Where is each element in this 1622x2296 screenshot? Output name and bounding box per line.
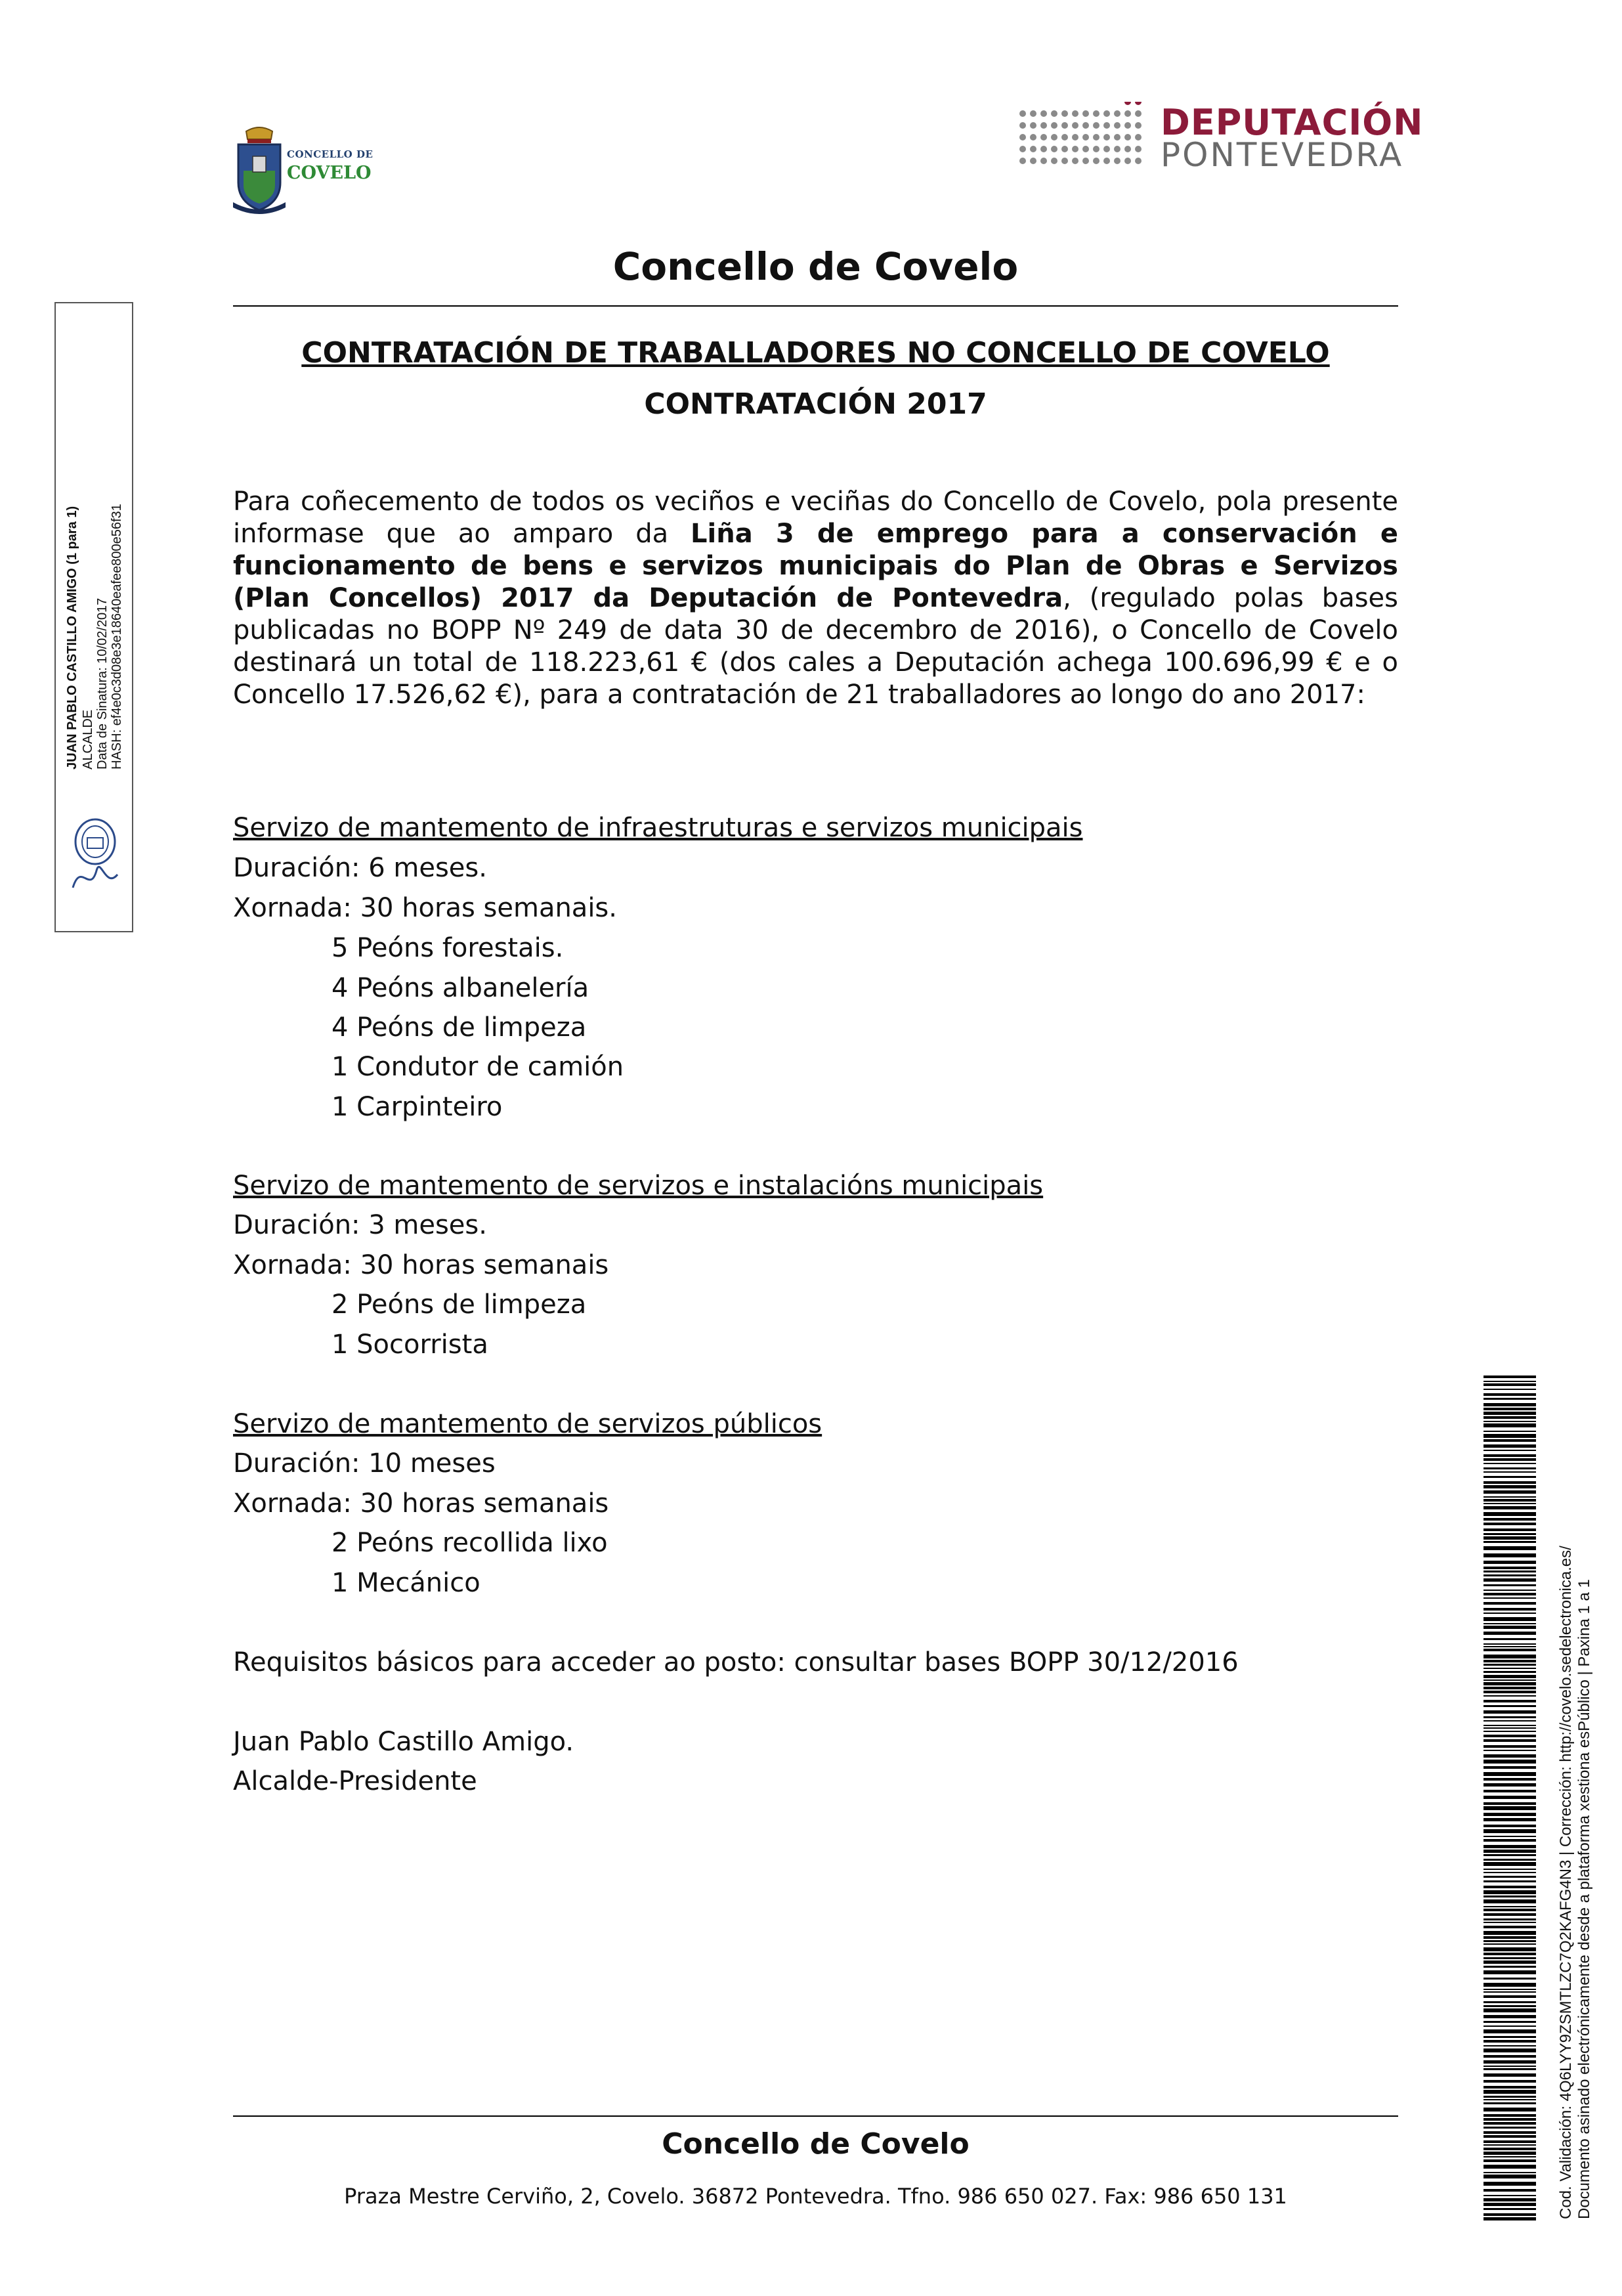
footer-title: Concello de Covelo [662,2127,970,2161]
list-item: 4 Peóns de limpeza [331,1012,587,1043]
requirements-text: Requisitos básicos para acceder ao posto: consultar bases BOPP 30/12/2016 [233,1647,1239,1678]
section-duration: Duración: 3 meses. [233,1210,487,1240]
document-title: CONTRATACIÓN DE TRABALLADORES NO CONCELLO DE COVELO [301,336,1330,370]
intro-text-part2: , (regulado polas bases publicadas no BOPP Nº 249 de data 30 de decembro de 2016), o Concello de Covelo destinará un total de 118.223,61 € (dos cales a Deputación achega 100.696,99 € e o Concello 17.526,62 €), para a contratación de 21 traballadores ao longo do ano 2017: [233,583,1398,710]
page-title: Concello de Covelo [612,244,1019,289]
footer-divider [233,2115,1398,2117]
seal-stamp-icon [68,815,123,901]
barcode [1483,1375,1536,2222]
concello-covelo-logo [233,125,391,217]
section-heading: Servizo de mantemento de servizos públicos [233,1409,822,1439]
list-item: 4 Peóns albanelería [331,973,589,1003]
list-item: 1 Socorrista [331,1330,488,1360]
signer-role: Alcalde-Presidente [233,1766,477,1796]
intro-paragraph [233,486,1398,711]
signature-role: ALCALDE [81,709,95,769]
section-hours: Xornada: 30 horas semanais [233,1250,609,1280]
footer-address: Praza Mestre Cerviño, 2, Covelo. 36872 Pontevedra. Tfno. 986 650 027. Fax: 986 650 131 [344,2184,1287,2209]
section-hours: Xornada: 30 horas semanais [233,1488,609,1519]
section-heading: Servizo de mantemento de infraestruturas e servizos municipais [233,813,1083,843]
deputacion-logo-line1: DEPUTACIÓN [1161,102,1424,143]
list-item: 2 Peóns de limpeza [331,1289,587,1320]
section-hours: Xornada: 30 horas semanais. [233,893,617,923]
covelo-logo-text [287,148,373,183]
intro-text-bold: Liña 3 de emprego para a conservación e funcionamento de bens e servizos municipais do Plan de Obras e Servizos (Plan Concellos) 2017 da Deputación de Pontevedra [233,519,1398,613]
barcode-graphic [1483,1375,1536,2222]
validation-platform: Documento asinado electrónicamente desde a plataforma xestiona esPúblico | Paxina 1 a 1 [1575,1579,1593,2219]
list-item: 5 Peóns forestais. [331,933,564,963]
section-heading: Servizo de mantemento de servizos e instalacións municipais [233,1171,1044,1201]
covelo-crest-icon [233,125,286,217]
signature-date: Data de Sinatura: 10/02/2017 [95,597,110,769]
deputacion-logo-line2: PONTEVEDRA [1161,136,1404,174]
signer-name: Juan Pablo Castillo Amigo. [233,1727,574,1757]
signature-hash: HASH: ef4e0c3d08e3e18640eafee800e56f31 [110,504,124,769]
section-duration: Duración: 6 meses. [233,853,487,883]
validation-code: Cod. Validación: 4Q6LYY9ZSMTLZC7Q2KAFG4N3 | Corrección: http://covelo.sedelectronica.es/ [1557,1546,1575,2219]
header-divider [233,305,1398,307]
electronic-signature-box [54,302,133,932]
list-item: 1 Condutor de camión [331,1052,624,1082]
signature-signer: JUAN PABLO CASTILLO AMIGO (1 para 1) [65,506,79,769]
covelo-logo-big-text: COVELO [287,163,372,183]
list-item: 1 Mecánico [331,1568,480,1598]
section-duration: Duración: 10 meses [233,1448,496,1479]
intro-text-part1: Para coñecemento de todos os veciños e veciñas do Concello de Covelo, pola presente informase que ao amparo da [233,487,1398,549]
list-item: 2 Peóns recollida lixo [331,1528,608,1558]
list-item: 1 Carpinteiro [331,1092,503,1122]
deputacion-dots-icon [1017,102,1149,174]
document-subtitle: CONTRATACIÓN 2017 [644,387,987,421]
covelo-logo-small-text: CONCELLO DE [287,148,373,160]
deputacion-pontevedra-logo [1017,102,1424,174]
